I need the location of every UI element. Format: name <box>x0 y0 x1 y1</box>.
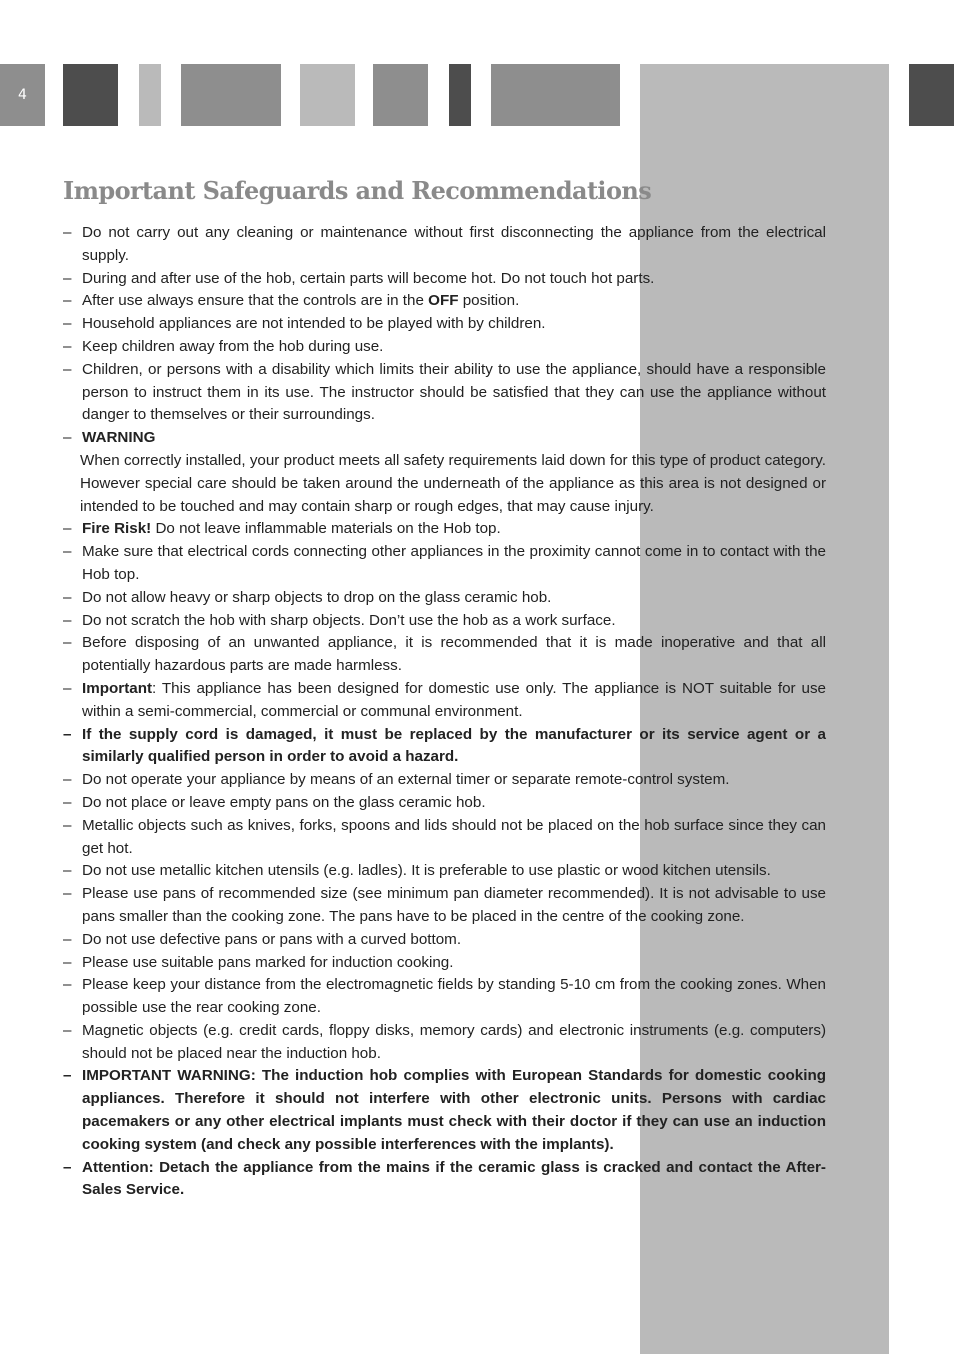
item-text: Attention: Detach the appliance from the mains if the ceramic glass is cracked and contact the After-Sales Service. <box>82 1158 826 1199</box>
list-item <box>63 1065 826 1156</box>
list-item <box>63 313 826 336</box>
list-item <box>63 290 826 313</box>
list-item <box>63 518 826 541</box>
list-item <box>63 610 826 633</box>
list-item <box>63 336 826 359</box>
item-bold: Fire Risk! <box>82 520 152 538</box>
warning-paragraph: When correctly installed, your product meets all safety requirements laid down for this type of product category. However special care should be taken around the underneath of the appliance as this area is not designed or intended to be touched and may contain sharp or rough edges, that may cause injury. <box>80 451 826 515</box>
item-text: Do not use metallic kitchen utensils (e.g. ladles). It is preferable to use plastic or wood kitchen utensils. <box>82 862 771 880</box>
page-number: 4 <box>0 64 45 126</box>
list-item <box>63 769 826 792</box>
item-text: If the supply cord is damaged, it must be replaced by the manufacturer or its service agent or a similarly qualified person in order to avoid a hazard. <box>82 725 826 766</box>
item-text: Make sure that electrical cords connecting other appliances in the proximity cannot come in to contact with the Hob top. <box>82 543 826 583</box>
list-item <box>63 974 826 1020</box>
list-item <box>63 1020 826 1066</box>
list-item <box>63 427 826 518</box>
item-text: Metallic objects such as knives, forks, spoons and lids should not be placed on the hob surface since they can get hot. <box>82 816 826 857</box>
list-item <box>63 359 826 427</box>
item-bold: OFF <box>428 292 459 310</box>
item-text: Please use suitable pans marked for induction cooking. <box>82 953 454 971</box>
list-item <box>63 587 826 610</box>
item-text: Household appliances are not intended to be played with by children. <box>82 315 546 333</box>
item-text: Please use pans of recommended size (see minimum pan diameter recommended). It is not advisable to use pans smaller than the cooking zone. The pans have to be placed in the centre of the cooking zone. <box>82 885 826 925</box>
list-item <box>63 1157 826 1203</box>
item-text: IMPORTANT WARNING: The induction hob complies with European Standards for domestic cooking appliances. Therefore it should not interfere with other electronic units. Persons with cardiac pacemakers or any other electrical implants must check with their doctor if they can use an induction cooking system (and check any possible interferences with the implants). <box>82 1067 826 1153</box>
safeguards-list <box>63 222 826 1202</box>
item-text: Do not operate your appliance by means of an external timer or separate remote-control system. <box>82 771 730 789</box>
page-title: Important Safeguards and Recommendations <box>63 176 652 205</box>
list-item <box>63 724 826 770</box>
item-text: After use always ensure that the controls are in the <box>82 292 429 310</box>
item-text: Do not leave inflammable materials on the Hob top. <box>151 520 501 538</box>
item-text: Do not allow heavy or sharp objects to drop on the glass ceramic hob. <box>82 588 552 606</box>
list-item <box>63 678 826 724</box>
item-text: Do not scratch the hob with sharp objects. Don’t use the hob as a work surface. <box>82 611 616 629</box>
list-item <box>63 268 826 291</box>
list-item <box>63 632 826 678</box>
item-text: : This appliance has been designed for domestic use only. The appliance is NOT suitable for use within a semi-commercial, commercial or communal environment. <box>82 679 826 720</box>
item-text: Do not carry out any cleaning or maintenance without first disconnecting the appliance from the electrical supply. <box>82 224 826 264</box>
list-item <box>63 952 826 975</box>
list-item <box>63 883 826 929</box>
item-text: Magnetic objects (e.g. credit cards, floppy disks, memory cards) and electronic instruments (e.g. computers) should not be placed near the induction hob. <box>82 1021 826 1062</box>
list-item <box>63 860 826 883</box>
item-text: Please keep your distance from the electromagnetic fields by standing 5-10 cm from the cooking zones. When possible use the rear cooking zone. <box>82 976 826 1017</box>
list-item <box>63 792 826 815</box>
item-text: position. <box>458 292 520 310</box>
item-bold: Important <box>82 679 153 697</box>
list-item <box>63 541 826 587</box>
item-text: During and after use of the hob, certain parts will become hot. Do not touch hot parts. <box>82 269 655 287</box>
warning-heading: WARNING <box>82 429 156 447</box>
list-item <box>63 222 826 268</box>
item-text: Do not place or leave empty pans on the glass ceramic hob. <box>82 793 486 811</box>
list-item <box>63 929 826 952</box>
item-text: Before disposing of an unwanted appliance, it is recommended that it is made inoperative and that all potentially hazardous parts are made harmless. <box>82 634 826 675</box>
item-text: Do not use defective pans or pans with a curved bottom. <box>82 930 462 948</box>
list-item <box>63 815 826 861</box>
item-text: Children, or persons with a disability which limits their ability to use the appliance, should have a responsible person to instruct them in its use. The instructor should be satisfied that they can use the appliance without danger to themselves or their surroundings. <box>82 360 826 424</box>
item-text: Keep children away from the hob during use. <box>82 337 384 355</box>
